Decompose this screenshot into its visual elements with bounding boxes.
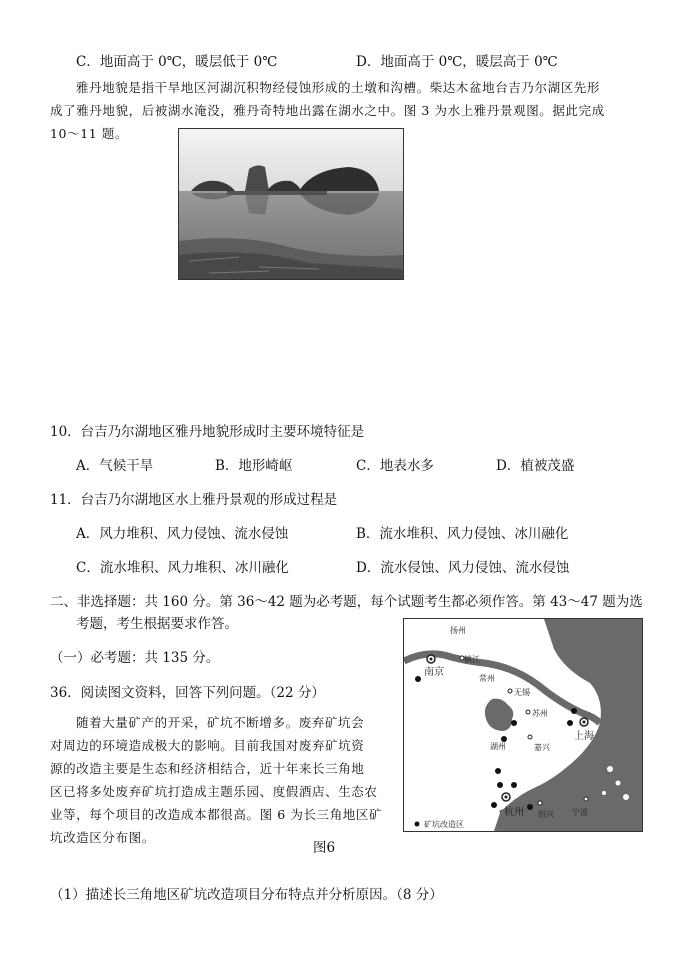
figure-6-map — [403, 618, 643, 832]
city-label: 绍兴 — [538, 810, 554, 819]
city-label: 嘉兴 — [534, 743, 550, 752]
city-label: 苏州 — [532, 709, 548, 718]
q36-passage-line: 源的改造主要是生态和经济相结合，近十年来长三角地 — [50, 761, 365, 776]
option-c-prev: C．地面高于 0℃，暖层低于 0℃ — [76, 54, 278, 70]
city-label: 湖州 — [490, 742, 506, 751]
required-section: （一）必考题：共 135 分。 — [50, 650, 220, 666]
city-label: 镇江 — [464, 655, 480, 664]
passage-line: 雅丹地貌是指干旱地区河湖沉积物经侵蚀形成的土墩和沟槽。柴达木盆地台吉乃尔湖区先形 — [76, 80, 601, 95]
q10-option-d: D．植被茂盛 — [496, 458, 575, 474]
q11-option-c: C．流水堆积、风力堆积、冰川融化 — [76, 560, 289, 576]
section-2-heading: 二、非选择题：共 160 分。第 36～42 题为必考题，每个试题考生都必须作答。第 43～47 题为选 — [50, 594, 643, 610]
q36-passage-line: 对周边的环境造成极大的影响。目前我国对废弃矿坑资 — [50, 738, 365, 753]
option-d-prev: D．地面高于 0℃，暖层高于 0℃ — [356, 54, 558, 70]
q36-passage-line: 随着大量矿产的开采，矿坑不断增多。废弃矿坑会 — [76, 715, 365, 730]
q36-passage-line: 坑改造区分布图。 — [50, 830, 155, 845]
city-label: 宁波 — [572, 808, 588, 817]
q36-passage-line: 业等，每个项目的改造成本都很高。图 6 为长三角地区矿 — [50, 807, 383, 822]
city-label: 常州 — [479, 674, 495, 683]
passage-line: 成了雅丹地貌，后被湖水淹没，雅丹奇特地出露在湖水之中。图 3 为水上雅丹景观图。据此完成 — [50, 103, 605, 118]
section-2-heading-cont: 考题，考生根据要求作答。 — [76, 616, 238, 632]
city-label: 无锡 — [514, 688, 530, 697]
q10-option-b: B．地形崎岖 — [215, 458, 293, 474]
question-36-sub-1: （1）描述长三角地区矿坑改造项目分布特点并分析原因。（8 分） — [50, 887, 443, 903]
city-label: 上海 — [574, 731, 594, 742]
city-label: 杭州 — [504, 807, 524, 818]
legend-label: 矿坑改造区 — [424, 820, 464, 829]
q11-option-b: B．流水堆积、风力侵蚀、冰川融化 — [356, 526, 569, 542]
question-11-stem: 11．台吉乃尔湖地区水上雅丹景观的形成过程是 — [50, 492, 338, 508]
q11-option-d: D．流水侵蚀、风力侵蚀、流水侵蚀 — [356, 560, 570, 576]
q10-option-c: C．地表水多 — [356, 458, 434, 474]
question-10-stem: 10．台吉乃尔湖地区雅丹地貌形成时主要环境特征是 — [50, 424, 365, 440]
passage-line: 10～11 题。 — [50, 126, 129, 141]
figure-6-caption: 图6 — [313, 840, 336, 856]
city-label: 扬州 — [450, 626, 466, 635]
q36-passage-line: 区已将多处废弃矿坑打造成主题乐园、度假酒店、生态农 — [50, 784, 378, 799]
q10-option-a: A．气候干旱 — [76, 458, 154, 474]
city-label: 南京 — [424, 667, 444, 678]
figure-3-yardang-photo — [178, 128, 404, 280]
question-36-stem: 36．阅读图文资料，回答下列问题。（22 分） — [50, 685, 325, 701]
q11-option-a: A．风力堆积、风力侵蚀、流水侵蚀 — [76, 526, 289, 542]
